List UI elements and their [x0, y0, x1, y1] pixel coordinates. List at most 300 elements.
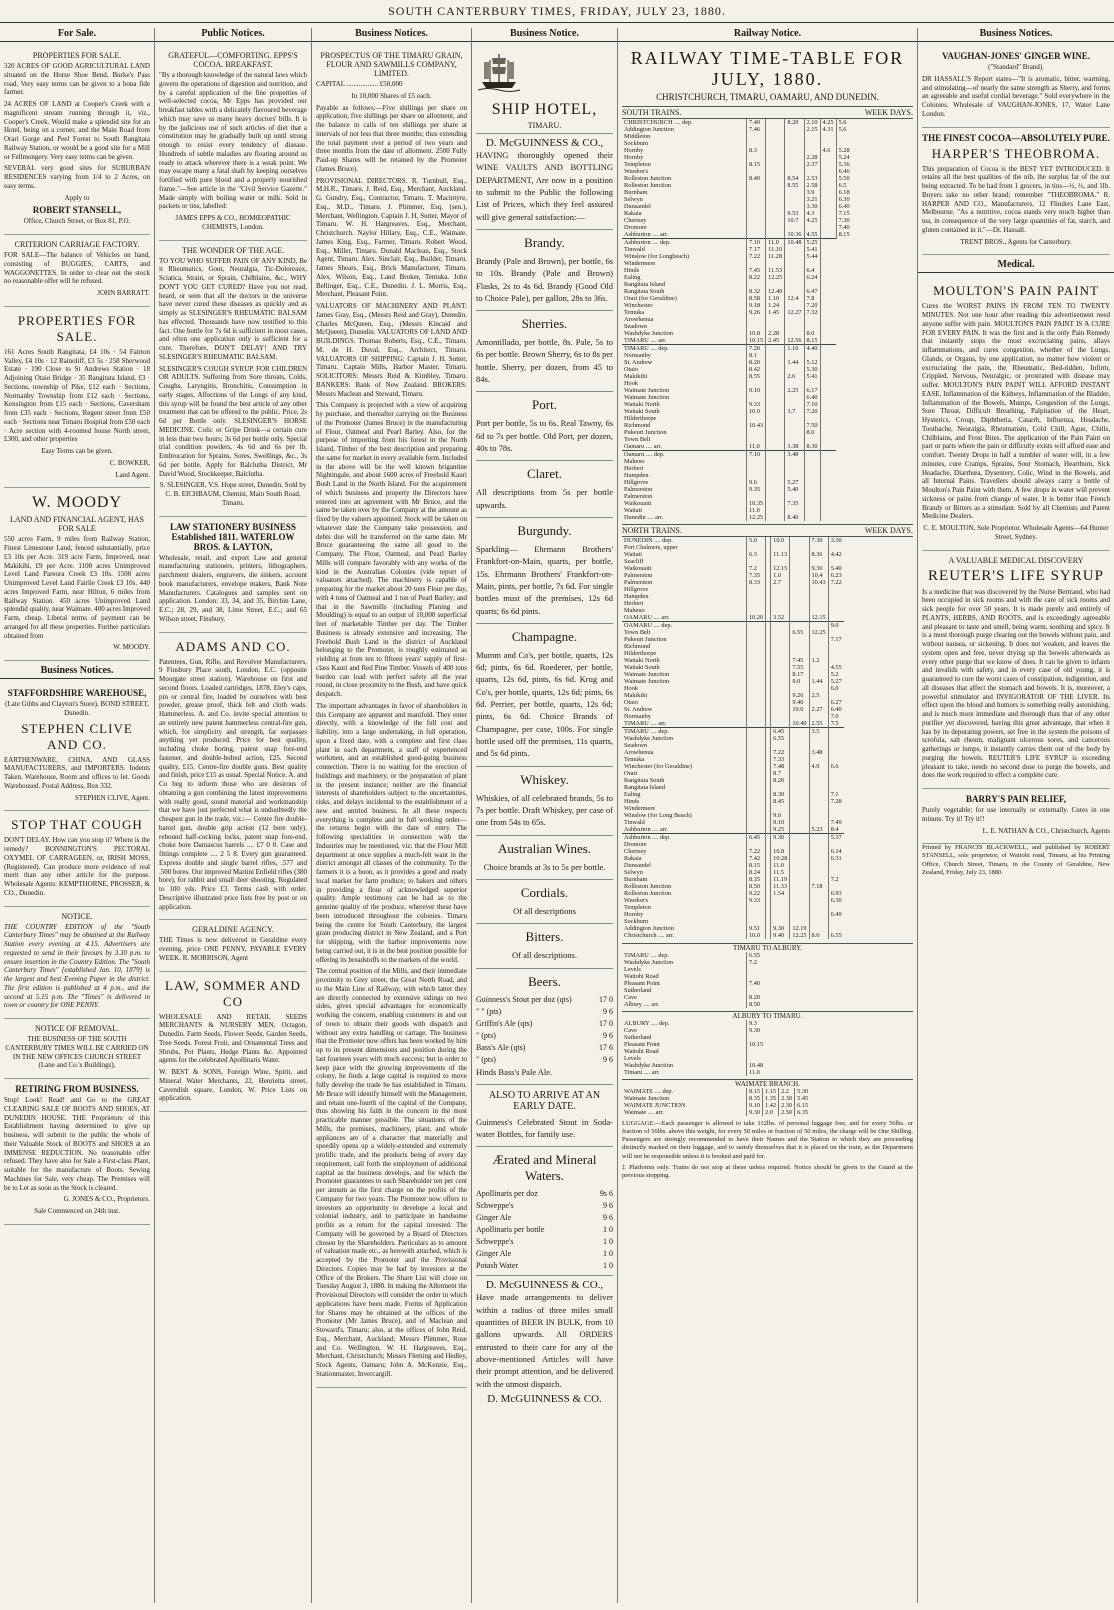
category-title: ALSO TO ARRIVE AT AN EARLY DATE. — [476, 1084, 613, 1112]
departure-time: 5.0 — [747, 537, 766, 544]
timetable-row — [622, 147, 852, 154]
departure-time: 6.47 — [804, 288, 820, 295]
ad-text: Payable as follows:—Five shillings per share on application, five shillings per share on allotment, and the balance in calls of ten shillings per share at intervals of not less that three months; thus extending the total payment over a period of two years and three months from the date of allotment. 2500 Fully Paid-up Shares will be retained by the Promoter (James Bruce). — [316, 103, 467, 173]
ad-text: "By a thorough knowledge of the natural laws which govern the operations of digestion and nutrition, and by a careful application of the fine properties of well-selected cocoa, Mr Epps has provided our breakfast tables with a delicately flavoured beverage which may save us many heavy doctors' bills. It is by the judicious use of such articles of diet that a constitution may be gradually built up until strong enough to resist every tendency of disease. Hundreds of subtle maladies are floating around us ready to attack wherever there is a weak point. We may escape many a fatal shaft by keeping ourselves fortified with pure blood and a properly nourished frame."—See article in the "Civil Service Gazette." Made simply with boiling water or milk. Sold in packets or tins, labelled: — [159, 71, 307, 211]
category-text: Hinds Bass's Pale Ale. — [476, 1066, 553, 1077]
timetable-row — [622, 429, 852, 436]
departure-time: 1.2 — [809, 657, 828, 664]
departure-time — [771, 544, 790, 551]
departure-time — [828, 812, 844, 819]
divider — [476, 1275, 613, 1276]
timetable-row — [622, 756, 844, 763]
station-name: Burnham — [624, 876, 648, 883]
departure-time — [828, 770, 844, 777]
departure-time — [820, 373, 836, 380]
departure-time: 6.46 — [836, 168, 852, 175]
ad-notice — [4, 907, 150, 1020]
closing-text: Have made arrangements to deliver within a radius of three miles small quantities of BEER IN BULK, from 10 gallons upwards. All ORDERS entrusted to their care for any of the above-mentioned Articles will have their prompt attention, and be delivered with the utmost dispatch. — [476, 1292, 613, 1389]
departure-time: 6.93 — [828, 890, 844, 897]
departure-time — [766, 465, 785, 472]
departure-time: 5.41 — [804, 246, 820, 253]
departure-time — [785, 323, 804, 330]
ad-text: THE COUNTRY EDITION of the "South Canterbury Times" may be obtained at the Railway Station every evening at 4.15. Advertisers are requested to send in their favours by 3.30 p.m. to ensure insertion in the Country Edition. The "South Canterbury Times" [established Jan. 10, 1879] is the largest and best Evening Paper in the district. The first edition is published at 4 p.m., and the second at 5.15 p.m. The "Times" is delivered in town or country for ONE PENNY. — [4, 922, 150, 1010]
departure-time — [747, 224, 766, 231]
ad-text: The important advantages in favor of shareholders in this Company are apparent and manifold. They enter directly, with a knowledge of the full cost and liability, into a large undertaking, in full operation, upon a fixed date, with a complete and first class plant in each department, a staff of experienced workmen, and an established good-going business connection. There is no waiting for the erection of buildings and machinery, or the preparation of plant in the present instance; neither are the financial interests of shareholders subject to the uncertainties, risks, and delays incidental to the establishment of a new and untried business. In all these respects everything is complete and in full working order—the returns begin with the date of entry. The following specialities in connection with the Industries may be mentioned, viz: that the Flour Mill department at once supplies a much-felt want in the district amongst all classes of the community. To the farmers it is a boon, as it provides a good and ready local market for farm produce; to bakers and others in providing a flour of acknowledged superior quality. Ample testimony can be had as to the genuine quality of the produce, wherever these have been introduced throughout the colonies. Timaru being the centre for South Canterbury, the largest grain producing district in New Zealand, and a Port for shipping, with the harbor improvements now being carried out, it is in the best position possible for offering its breadstuffs to the markets of the world. — [316, 701, 467, 964]
departure-time — [766, 507, 785, 514]
departure-time — [747, 316, 766, 323]
departure-time — [766, 366, 785, 373]
departure-time — [804, 415, 820, 422]
ad-text: FOR SALE—The balance of Vehicles on hand, consisting of BUGGIES, CARTS, and WAGGONETTES. In order to clear out the stock no reasonable offer will be refused. — [4, 251, 150, 286]
departure-time — [828, 869, 844, 876]
departure-time — [747, 742, 766, 749]
departure-time: 10.0 — [747, 932, 766, 939]
departure-time: 7.22 — [828, 579, 844, 586]
departure-time — [785, 203, 804, 210]
departure-time — [790, 586, 809, 593]
ad-signature: ROBERT STANSELL, — [32, 205, 122, 216]
category-text: Guinness's Celebrated Stout in Soda-water Bottles, for family use. — [476, 1116, 613, 1140]
departure-time — [809, 819, 828, 826]
departure-time: 7.10 — [747, 239, 766, 247]
ship-icon — [476, 48, 522, 94]
departure-time — [785, 140, 804, 147]
item-price: 9 6 — [603, 1006, 613, 1016]
departure-time — [820, 401, 836, 408]
station-name: Burnham — [624, 189, 648, 196]
timetable-row — [622, 897, 844, 904]
timetable-row — [622, 189, 852, 196]
departure-time: 5.27 — [828, 678, 844, 685]
departure-time — [785, 288, 804, 295]
departure-time: 1.0 — [771, 572, 790, 579]
station-name: Palmerston — [624, 572, 653, 579]
departure-time — [820, 175, 836, 182]
departure-time — [771, 622, 790, 630]
departure-time — [809, 671, 828, 678]
timetable-row — [622, 720, 844, 728]
departure-time — [809, 558, 828, 565]
departure-time: 6.40 — [804, 394, 820, 401]
item-name: Apollinaris per doz — [476, 1189, 538, 1199]
ad-text: THE BUSINESS OF THE SOUTH CANTERBURY TIMES WILL BE CARRIED ON IN THE NEW OFFICES CHURCH STREET (Lane and Co.'s Buildings), — [5, 1035, 149, 1070]
station-name: Makikihi — [624, 692, 648, 699]
departure-time: 7.2 — [747, 959, 763, 966]
departure-time: 10.20 — [747, 614, 766, 622]
item-name: " (pts) — [476, 1054, 496, 1064]
departure-time: 7.18 — [809, 883, 828, 890]
timetable-row — [622, 239, 852, 247]
category-text: Mumm and Co's, per bottle, quarts, 12s 6d; pints, 6s 6d. Roederer, per bottle, quarts, 12s 6d, pints, 6s 6d. Krug and Co's, per bottle, quarts, 12s 6d; pints, 6s 6d. Perrier, per bottle, quarts, 12s 6d; pints, 6s 6d. Choice Brands of Champagne, per case, 100s. For single bottle used off the premises, 11s quarts, and 5s 6d pints. — [476, 649, 613, 759]
departure-time — [766, 161, 785, 168]
departure-time — [820, 316, 836, 323]
station-name: Otaio — [624, 699, 638, 706]
timetable-row — [622, 699, 844, 706]
departure-time: 10.4 — [809, 572, 828, 579]
departure-time: 5.41 — [804, 373, 820, 380]
departure-time: 6.5 — [836, 182, 852, 189]
departure-time — [820, 408, 836, 415]
station-name: Albury .... arr. — [624, 1001, 660, 1008]
timetable-row — [622, 394, 852, 401]
departure-time — [820, 422, 836, 429]
timetable-row — [622, 253, 852, 260]
station-name: Selwyn — [624, 869, 643, 876]
section-header: Business Notice. — [472, 28, 617, 42]
south-trains-label: SOUTH TRAINS. — [622, 108, 682, 117]
departure-time — [790, 742, 809, 749]
timetable-row — [622, 443, 852, 451]
departure-time — [828, 657, 844, 664]
ad-title: GERALDINE AGENCY. — [192, 925, 274, 935]
departure-time: 8.50 — [747, 1001, 763, 1008]
departure-time: 12.25 — [766, 274, 785, 281]
ad-text: (Late Gibbs and Clayton's Store), BOND STREET, Dunedin. — [5, 700, 149, 717]
departure-time: 8.0 — [804, 429, 820, 436]
departure-time — [785, 246, 804, 253]
departure-time — [766, 458, 785, 465]
ad-signature: S. SLESINGER, V.S. Hope street, Dunedin. Sold by C. B. EICHBAUM, Chemist, Main South Road, Timaru. — [159, 481, 307, 507]
departure-time: 3.7 — [785, 408, 804, 415]
ad-text: CAPITAL .................. £50,000 — [316, 80, 403, 88]
departure-time — [820, 168, 836, 175]
departure-time: 12.25 — [790, 932, 809, 939]
departure-time — [747, 415, 766, 422]
departure-time — [785, 465, 804, 472]
departure-time — [790, 636, 809, 643]
departure-time — [747, 281, 766, 288]
timetable-row — [622, 692, 844, 699]
departure-time: 10.43 — [809, 579, 828, 586]
departure-time — [820, 429, 836, 436]
departure-time — [828, 777, 844, 784]
departure-time: 5.24 — [836, 154, 852, 161]
station-name: Orari (for Geraldine) — [624, 295, 677, 302]
departure-time — [828, 925, 844, 932]
station-name: Sockburn — [624, 140, 649, 147]
departure-time: 2.2 — [779, 1088, 795, 1095]
departure-time: 2.30 — [779, 1102, 795, 1109]
departure-time: 9.30 — [747, 1027, 766, 1034]
departure-time — [828, 756, 844, 763]
station-name: St. Andrew — [624, 359, 653, 366]
departure-time: 10.15 — [747, 1041, 766, 1048]
station-name: Richmond — [624, 643, 651, 650]
departure-time: 8.20 — [747, 994, 763, 1001]
departure-time — [790, 904, 809, 911]
departure-time — [809, 897, 828, 904]
departure-time — [766, 479, 785, 486]
departure-time — [828, 742, 844, 749]
timetable-row — [622, 119, 852, 126]
departure-time — [790, 770, 809, 777]
departure-time: 2.28 — [766, 330, 785, 337]
timetable-row — [622, 168, 852, 175]
departure-time — [804, 147, 820, 154]
station-name: Palmerston — [624, 493, 653, 500]
ad-title: PROPERTIES FOR SALE. — [17, 312, 137, 344]
departure-time: 8.35 — [747, 1095, 763, 1102]
timetable-row — [622, 749, 844, 756]
departure-time — [804, 493, 820, 500]
departure-time — [771, 558, 790, 565]
departure-time: 2.10 — [804, 119, 820, 126]
ad-reuter — [922, 551, 1110, 790]
departure-time — [790, 756, 809, 763]
departure-time — [820, 224, 836, 231]
departure-time — [766, 352, 785, 359]
departure-time: 5.30 — [804, 366, 820, 373]
departure-time — [820, 472, 836, 479]
departure-time: 8.35 — [747, 876, 766, 883]
departure-time — [747, 458, 766, 465]
timetable-row — [622, 217, 852, 224]
departure-time — [747, 558, 766, 565]
departure-time — [785, 352, 804, 359]
departure-time — [804, 380, 820, 387]
departure-time — [785, 147, 804, 154]
departure-time: 8.36 — [809, 551, 828, 558]
departure-time: 12.27 — [785, 309, 804, 316]
departure-time: 2.30 — [779, 1095, 795, 1102]
departure-time — [809, 600, 828, 607]
departure-time — [790, 593, 809, 600]
departure-time — [820, 196, 836, 203]
departure-time — [766, 443, 785, 451]
departure-time: 3.9 — [804, 189, 820, 196]
departure-time — [820, 458, 836, 465]
departure-time — [804, 436, 820, 443]
station-name: Rolleston Junction — [624, 883, 672, 890]
departure-time: 5.6 — [836, 119, 852, 126]
departure-time — [820, 366, 836, 373]
proprietor: D. McGUINNESS & CO., — [485, 137, 604, 149]
timetable-row — [622, 678, 844, 685]
departure-time: 7.46 — [747, 126, 766, 133]
ad-text: Sale Commenced on 24th inst. — [34, 1207, 120, 1215]
departure-time — [747, 805, 766, 812]
departure-time — [790, 622, 809, 630]
departure-time — [809, 622, 828, 630]
station-name: Arowhenua — [624, 316, 654, 323]
category-text: Sparkling— Ehrmann Brothers' Frankfort-on-Main, quarts, per bottle, 15s. Ehrmann Brothers' Frankfort-on-Main, pints, per bottle, 7s 6d. For single bottles must of the premises, 12s 6d quarts; 6s 6d pints. — [476, 543, 613, 616]
departure-time: 12.56 — [785, 337, 804, 345]
departure-time: 6.27 — [828, 699, 844, 706]
category-text: Choice brands at 3s to 5s per bottle. — [483, 861, 606, 872]
timetable-row — [622, 904, 844, 911]
departure-time: 8.45 — [771, 798, 790, 805]
station-name: Dunsandel — [624, 203, 651, 210]
departure-time — [785, 224, 804, 231]
item-price: 1 0 — [603, 1225, 613, 1235]
station-name: Weedon's — [624, 897, 649, 904]
departure-time: 1.42 — [763, 1102, 779, 1109]
departure-time — [790, 784, 809, 791]
departure-time — [809, 770, 828, 777]
departure-time — [790, 862, 809, 869]
departure-time — [820, 443, 836, 451]
station-name: Town Belt — [624, 629, 651, 636]
departure-time: 5.6 — [836, 126, 852, 133]
departure-time: 7.55 — [790, 664, 809, 671]
timetable-row — [622, 959, 762, 966]
departure-time: 1.44 — [809, 678, 828, 685]
departure-time — [747, 791, 766, 798]
departure-time — [766, 119, 785, 126]
departure-time: 7.40 — [747, 980, 763, 987]
departure-time — [771, 699, 790, 706]
item-price: 1 0 — [603, 1261, 613, 1271]
departure-time: 7.45 — [790, 657, 809, 664]
timetable-row — [622, 593, 844, 600]
station-name: Waikouaiti — [624, 565, 652, 572]
departure-time — [790, 805, 809, 812]
south-trains-header — [622, 106, 913, 119]
station-name: Weedon's — [624, 168, 649, 175]
departure-time — [766, 281, 785, 288]
ad-moulton — [922, 277, 1110, 550]
timetable-row — [622, 883, 844, 890]
departure-time — [766, 359, 785, 366]
departure-time: 11.33 — [771, 883, 790, 890]
departure-time — [785, 422, 804, 429]
timetable-row — [622, 1088, 810, 1095]
proprietor-signature: D. McGUINNESS & CO. — [487, 1392, 602, 1405]
departure-time — [790, 643, 809, 650]
station-name: Rakaia — [624, 210, 642, 217]
station-name: Rolleston Junction — [624, 182, 672, 189]
timetable-row — [622, 1034, 765, 1041]
departure-time — [747, 196, 766, 203]
departure-time — [809, 544, 828, 551]
departure-time — [790, 685, 809, 692]
timetable-row — [622, 175, 852, 182]
departure-time — [820, 210, 836, 217]
timetable-row — [622, 826, 844, 834]
departure-time: 8.20 — [785, 119, 804, 126]
departure-time: 7.33 — [771, 756, 790, 763]
station-name: Hook — [624, 685, 638, 692]
departure-time — [766, 345, 785, 353]
departure-time: 8.50 — [747, 883, 766, 890]
departure-time — [809, 607, 828, 614]
departure-time — [820, 352, 836, 359]
station-name: Seacliff — [624, 558, 644, 565]
ad-text: Apply to — [64, 193, 90, 202]
timetable-row — [622, 607, 844, 614]
station-name: Winchester — [624, 302, 653, 309]
departure-time — [828, 643, 844, 650]
ad-text: 161 Acres South Rangitata, £4 10s · 54 Fairton Valley, £4 10s · 12 Rainoliff, £3 5s · 258 Sherwood Estate · 190 Close to St Andrews Station · 18 Adjoining Otaio Bridge · 35 Rangitata Island, £3 · Sections, township of Pike, £12 each · Sections, Normanby Township from £12 each · Sections, Kensington from £15 each · Sections, Caversham from £35 each · Sections, Regent street from £50 each · Sections near Timaru Hospital from £50 each · Acre section with 4-roomed house North street, £300, and other properties — [4, 347, 150, 444]
departure-time — [790, 911, 809, 918]
departure-time — [785, 133, 804, 140]
departure-time: 2.58 — [804, 182, 820, 189]
ad-title: STAFFORDSHIRE WAREHOUSE, — [7, 688, 147, 698]
departure-time: 6.31 — [828, 855, 844, 862]
departure-time — [747, 140, 766, 147]
ad-text: This preparation of Cocoa is the BEST YET INTRODUCED. It retains all the best qualities of the nib, the surplus fat of the nut being extracted. To be had from 1 grocers, in tins—½, ½, and 1lb. Buyers take no other brand; remember "THEOBROMA." R. HARPER AND CO., Manufacturers, 12 Flinders Lane East, Melbourne. "As a nutritive, cocoa stands very much higher than tea, in consequence of the very large quantities of fat, starch, and gluten contained in it."—Dr. Hassall. — [922, 164, 1110, 234]
station-name: Hampden — [624, 593, 649, 600]
departure-time — [804, 479, 820, 486]
departure-time — [785, 302, 804, 309]
ad-text: Wholesale, retail, and export Law and general manufacturing stationers, printers, lithographers, parchment dealers, engravers, die sinkers, account book manufacturers, envelope makers, Bank Note Manufacturers. Catalogues and samples sent on application. London: 33, 34, and 35, Birchin Lane, E.C.; 28, 29, and 38, Lime Street, E.C.; and 65 Wilson street, Finsbury. — [159, 553, 307, 623]
departure-time — [820, 451, 836, 459]
ad-text: EARTHENWARE, CHINA, AND GLASS MANUFACTURERS, and IMPORTERS. Indents Taken. Warehouse, Room and offices to let. Goods Warehoused. Postal Address, Box 332. — [4, 755, 150, 790]
departure-time — [804, 465, 820, 472]
ad-title: MOULTON'S PAIN PAINT — [933, 283, 1099, 299]
ad-signature: STEPHEN CLIVE, Agent. — [74, 793, 150, 802]
departure-time — [820, 302, 836, 309]
ad-bowker — [4, 307, 150, 489]
station-name: Waimate Junction — [624, 1095, 670, 1102]
departure-time — [766, 401, 785, 408]
departure-time — [766, 168, 785, 175]
ad-text: This Company is projected with a view of acquiring by purchase, and thereafter carrying on the Business of the Promoter (James Bruce) in the manufacturing of Flour, Oatmeal and Pearl Barley. Also, for the purpose of importing from his forest in the North Island, Timber of the best description and preparing the same for market in every available form. Included in the above will be the well known brigantine Nightingale, and about 1600 acres of Freehold Kauri Bush Land in the North Island. For the acquirement of which business and property the Directors have entered into an agreement with Mr Bruce, and the same be taken over by the Company at the amount as fixed by the valuers appointed. Stock will be taken on whatever date the Company take possession, and debts due will be transferred on the same date. Mr Bruce guaranteeing the same all good to the Company. The Flour, Oatmeal, and Pearl Barley Mills will compare favorably with any works of the kind in the Australian Colonies (vide report of valuators attached). The machinery is capable of preparing for the market about 20 tons Flour per day, with 4 tons of Oatmeal and 1 ton of Pearl Barley; and that in the Sawmills (including Planing and Moulding) is equal to an output of 10,000 superficial feet of marketable Timber per day. The Timber Business is already extensive and increasing. The Freehold Bush Land in the district of Auckland belonging to the Promoter, is roughly estimated as yielding at from ten to fifteen years' supply of first-class Kauri and Red Pine Timber. Vessels of 400 tons burden can load with perfect safety all the year round, in close proximity to the Bush, and have quick despatch. — [316, 401, 467, 698]
departure-time — [747, 493, 766, 500]
departure-time: 5.50 — [836, 175, 852, 182]
timetable-row — [622, 558, 844, 565]
departure-time — [804, 316, 820, 323]
price-row — [476, 1224, 613, 1236]
departure-time: 7.22 — [771, 749, 790, 756]
departure-time — [785, 168, 804, 175]
price-row — [476, 1212, 613, 1224]
departure-time: 7.15 — [836, 210, 852, 217]
category-title: Brandy. — [476, 229, 613, 251]
departure-time: 2.28 — [804, 154, 820, 161]
station-name: Hinds — [624, 798, 640, 805]
departure-time — [820, 309, 836, 316]
departure-time — [771, 706, 790, 713]
departure-time: 10.7 — [785, 217, 804, 224]
timetable-row — [622, 791, 844, 798]
departure-time — [820, 133, 836, 140]
timetable-row — [622, 154, 852, 161]
timetable-row — [622, 636, 844, 643]
category-text: Amontillado, per bottle, 8s. Pale, 5s to 6s per bottle. Brown Sherry, 6s to 8s per bottle. Sherry, per dozen, from 45 to 84s. — [476, 337, 613, 385]
hotel-name: SHIP HOTEL, — [491, 101, 598, 118]
departure-time: 8.4 — [828, 826, 844, 834]
departure-time — [766, 154, 785, 161]
timetable-row — [622, 855, 844, 862]
departure-time — [820, 189, 836, 196]
departure-time — [766, 147, 785, 154]
ad-text: Patentees, Gun, Rifle, and Revolver Manufacturers, 9 Finsbury Place south, London, E.C. (opposite Moorgate street station), Warehouse on first and second floors. Loaded cartridges, 1878. Eley's caps, pin or central fire, loaded by ourselves with best powder, grease proof, thick felt and cloth wads. Hammerless. A. and Co. invite special attention to an entirely new patent hammerless central-fire gun, which, for simplicity and strength, far surpasses anything yet produced. Price for best quality, including choke boring, patent snap fore-end fastener, and double-bolted action, £25. Second quality, £15. Centre-fire double guns. Best quality and finish, price £15 as usual. Special Notice. A. and Co beg to inform those who are desirous of obtaining a gun combining the latest improvements with really good, sound material and workmanship that we have just perfected what is undoubtedly the cheapest gun in the trade, viz.:— Centre fire double-barrel gun, double grip action (12 bore only), rebound half-cocking locks, patent snap fore-end, choke bore Damascus barrels .... £7 0 0. Case and fittings complete .... 2 5 8. Every gun guaranteed. Express double and single barrel rifles, .577 and .500 bores. Our improved Martini Enfield rifles (380 bore), for rabbit and small deer shooting. Regulated to 100 yds. Price £3. Terms cash with order. Descriptive illustrated price lists free by post or on application. — [159, 657, 307, 911]
departure-time — [809, 841, 828, 848]
station-name: Sutherland — [624, 987, 652, 994]
station-name: Hornby — [624, 147, 644, 154]
station-name: Oamaru .... arr. — [624, 443, 662, 450]
departure-time — [790, 537, 809, 544]
departure-time: 5.30 — [795, 1088, 811, 1095]
category-title: Australian Wines. — [476, 835, 613, 857]
departure-time: 4.3 — [804, 210, 820, 217]
station-name: Hillgrove — [624, 479, 649, 486]
ad-text: 24 ACRES OF LAND at Cooper's Creek with a magnificent stream running through it, viz., Cooper's Creek. Would make a splendid site for an Hotel, being on a corner, and the Main Road from Orari Gorge and Peel Forest to South Rangitata Railway Station, or would be a good site for a Mill or Fellmongery. Very easy terms can be given. — [4, 100, 150, 161]
station-name: Winslow (for Longbeach) — [624, 253, 690, 260]
station-name: Sutherland — [624, 1034, 652, 1041]
departure-time — [804, 472, 820, 479]
departure-time — [820, 507, 836, 514]
departure-time — [820, 217, 836, 224]
ad-title: PROSPECTUS OF THE TIMARU GRAIN, FLOUR AND SAWMILLS COMPANY, LIMITED. — [320, 51, 463, 78]
departure-time — [804, 451, 820, 459]
departure-time: 7.0 — [828, 713, 844, 720]
departure-time — [747, 904, 766, 911]
station-name: Rangitata Island — [624, 784, 666, 791]
ad-text: Cures the WORST PAINS IN FROM TEN TO TWENTY MINUTES. Not one hour after reading this advertisement need anyone suffer with pain. MOULTON'S PAIN PAINT IS A CURE FOR EVERY PAIN. It was the first and is the only Pain Remedy that instantly stops the most excruciating pains, allays inflammations, and cures congestion, whether of the Lungs, Glands, or Organs, by one application, no matter how violent or excruciating the pain, the Rheumatic, Bed-ridden, Infirm, Crippled, Nervous, Neuralgic, or prostrated with disease may suffer. MOULTON'S PAIN PAINT WILL AFFORD INSTANT EASE. Inflammation of the Kidneys, Inflammation of the Bladder, Inflammation of the Bowels, Mumps, Congestion of the Lungs, Sore Throat, Difficult Breathing, Palpitation of the Heart, Hysterics, Croup, Diphtheria, Catarrh, Influenza, Headache, Toothache, Neuralgia, Rheumatism, Cold Chill, Ague, Chills, Chilblains, and Frost Bites. The application of the Pain Paint on part or parts where the pain or difficulty exists will afford ease and comfort. Twenty Drops in half a tumbler of water will, in a few minutes, cure Cramps, Sprains, Sour Stomach, Heartburn, Sick Headache, Diarrhœa, Dysentery, Colic, Wind in the Bowels, and all Internal Pains. Travellers should always carry a bottle of Moulton's Pain Paint with them. A few drops in water will prevent sickness or pains from change of water. It is better than French Brandy or Bitters as a stimulant. Sold by all Chemists and Patent Medicine Dealers. — [922, 302, 1110, 521]
station-name: WAIMATE .... dep. — [624, 1088, 674, 1095]
